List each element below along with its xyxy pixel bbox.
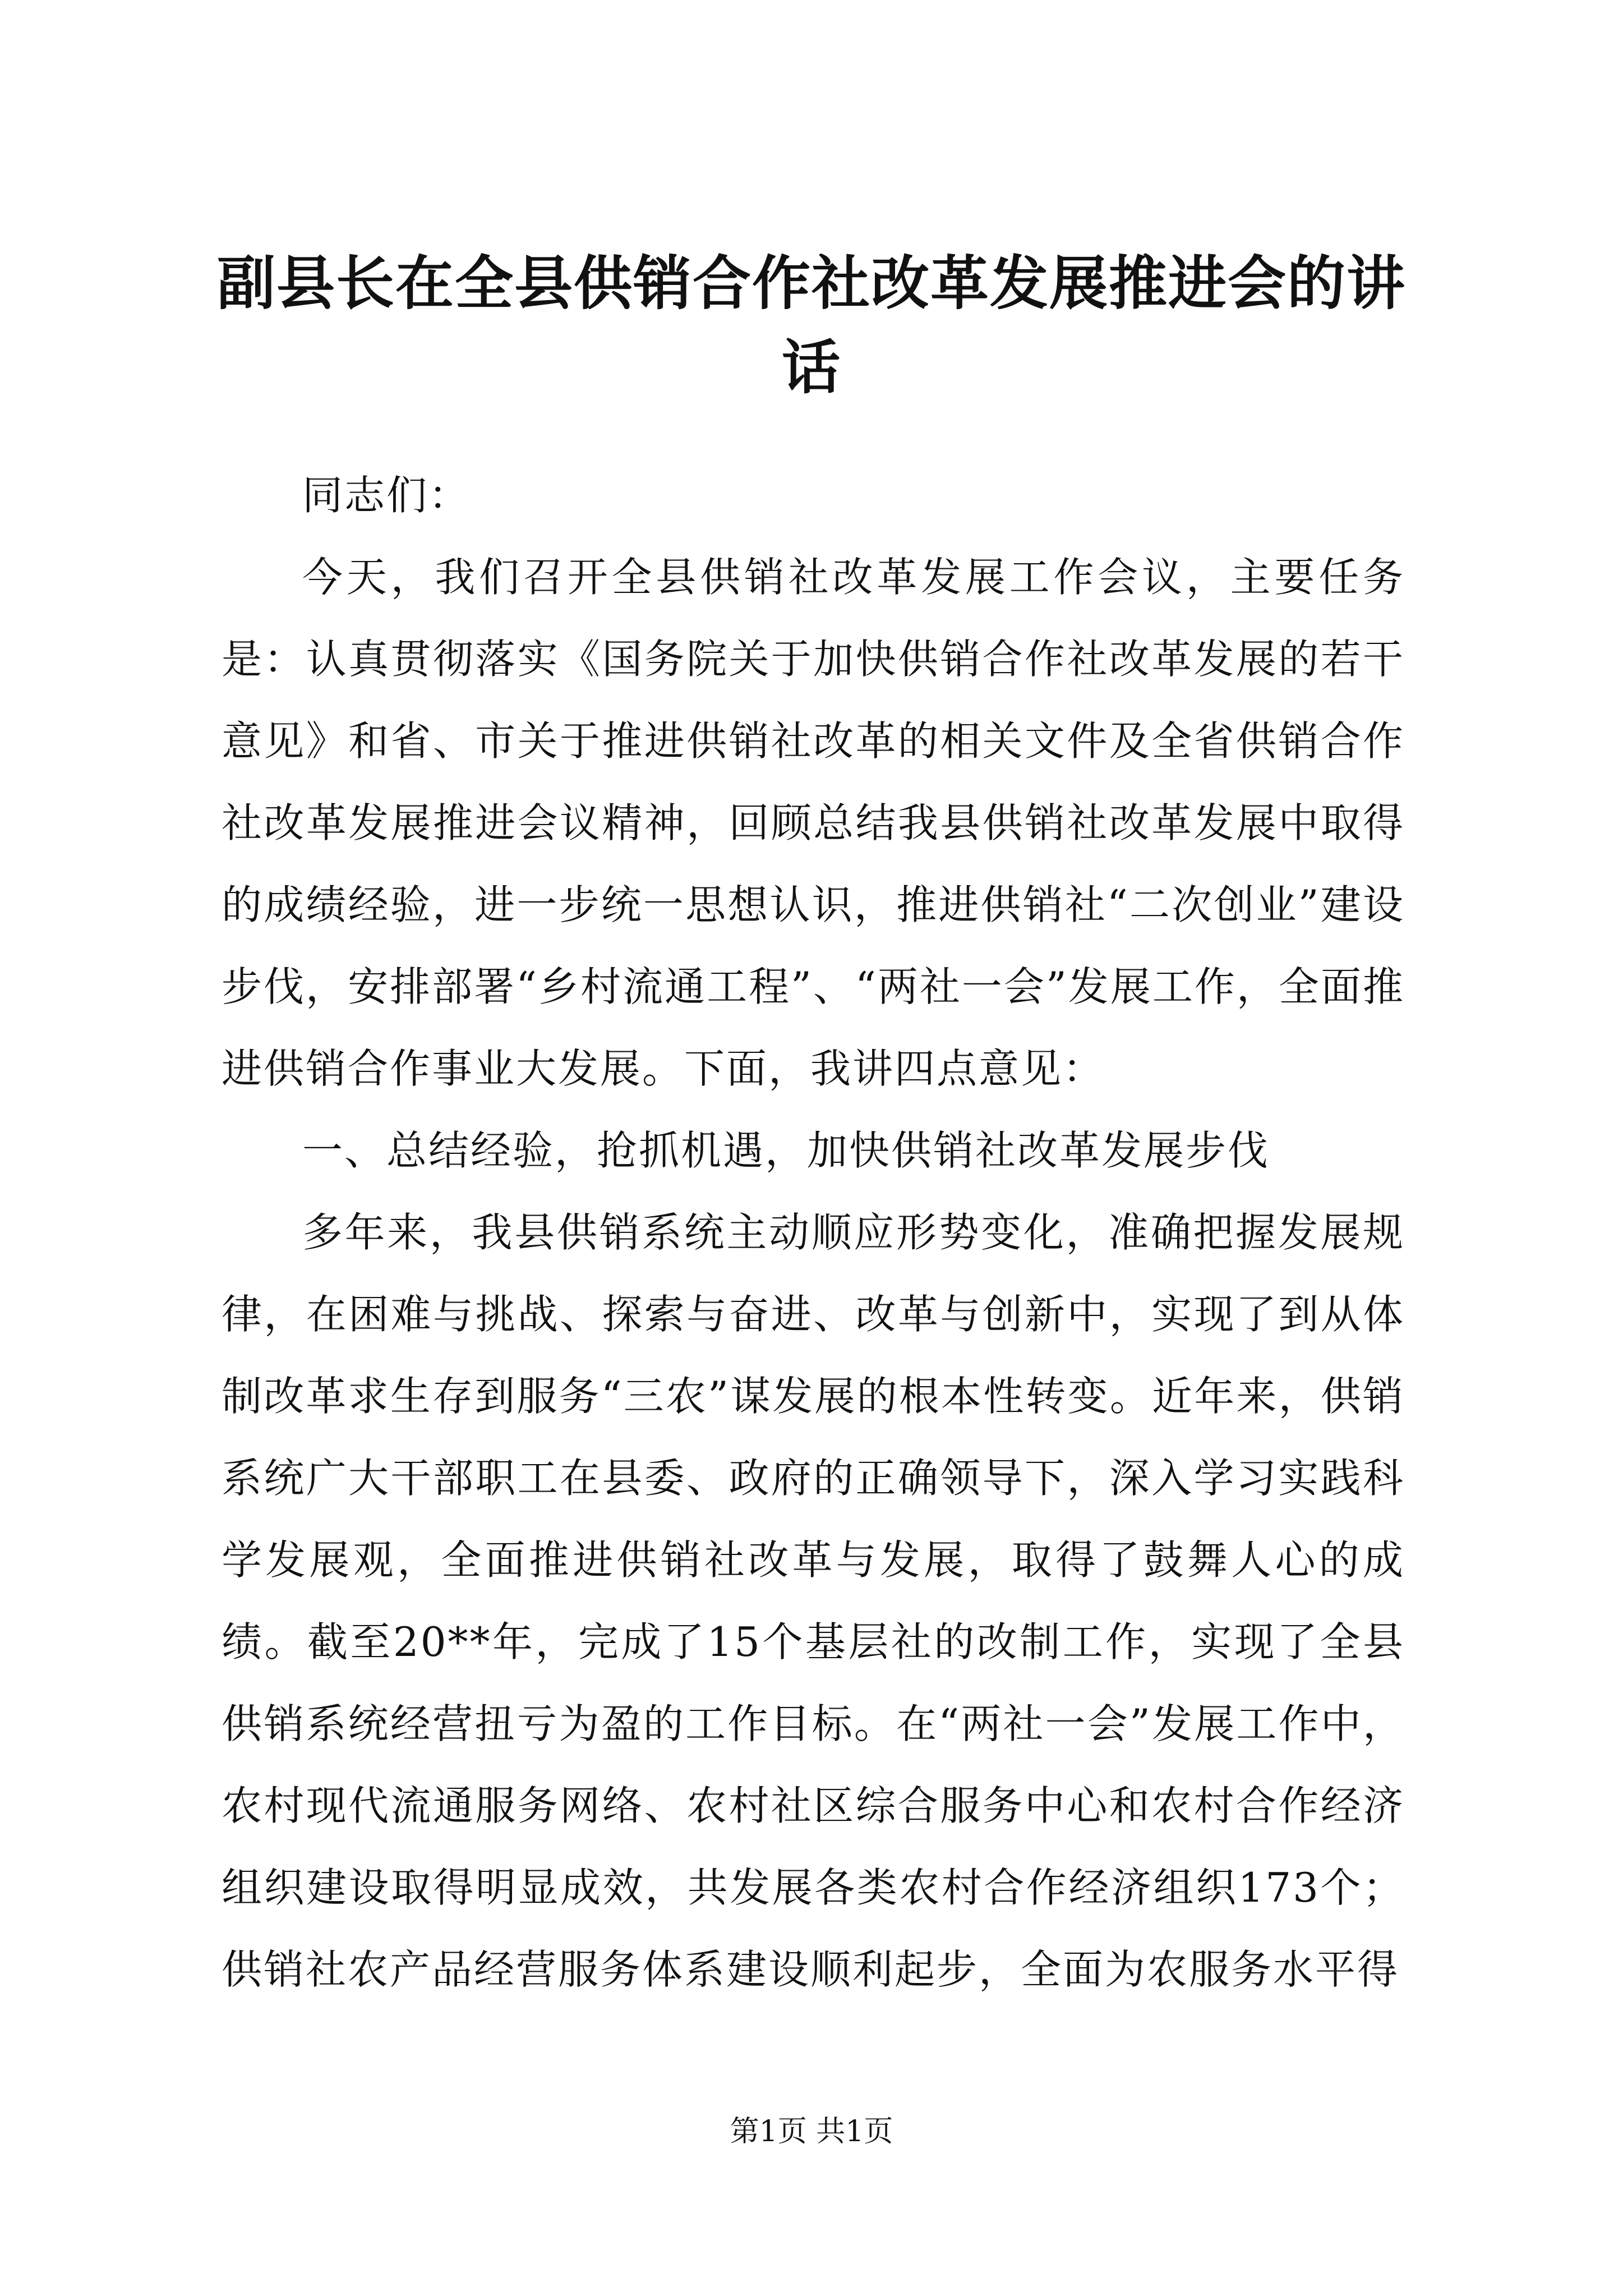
document-body (222, 454, 1405, 2010)
paragraph-section-1: 多年来，我县供销系统主动顺应形势变化，准确把握发展规律，在困难与挑战、探索与奋进、改革与创新中，实现了到从体制改革求生存到服务“三农”谋发展的根本性转变。近年来，供销系统广大干部职工在县委、政府的正确领导下，深入学习实践科学发展观，全面推进供销社改革与发展，取得了鼓舞人心的成绩。截至20**年，完成了15个基层社的改制工作，实现了全县供销系统经营扭亏为盈的工作目标。在“两社一会”发展工作中，农村现代流通服务网络、农村社区综合服务中心和农村合作经济组织建设取得明显成效，共发展各类农村合作经济组织173个；供销社农产品经营服务体系建设顺利起步，全面为农服务水平得 (222, 1209, 1405, 1993)
section-heading-1: 一、总结经验，抢抓机遇，加快供销社改革发展步伐 (302, 1127, 1270, 1174)
paragraph-intro: 今天，我们召开全县供销社改革发展工作会议，主要任务是：认真贯彻落实《国务院关于加快供销合作社改革发展的若干意见》和省、市关于推进供销社改革的相关文件及全省供销合作社改革发展推进会议精神，回顾总结我县供销社改革发展中取得的成绩经验，进一步统一思想认识，推进供销社“二次创业”建设步伐，安排部署“乡村流通工程”、“两社一会”发展工作，全面推进供销合作事业大发展。下面，我讲四点意见： (222, 554, 1405, 1092)
document-title: 副县长在全县供销合作社改革发展推进会的讲话 (216, 249, 1406, 402)
paragraph-salutation: 同志们： (302, 472, 471, 519)
page-number-footer: 第1页 共1页 (730, 2115, 893, 2148)
